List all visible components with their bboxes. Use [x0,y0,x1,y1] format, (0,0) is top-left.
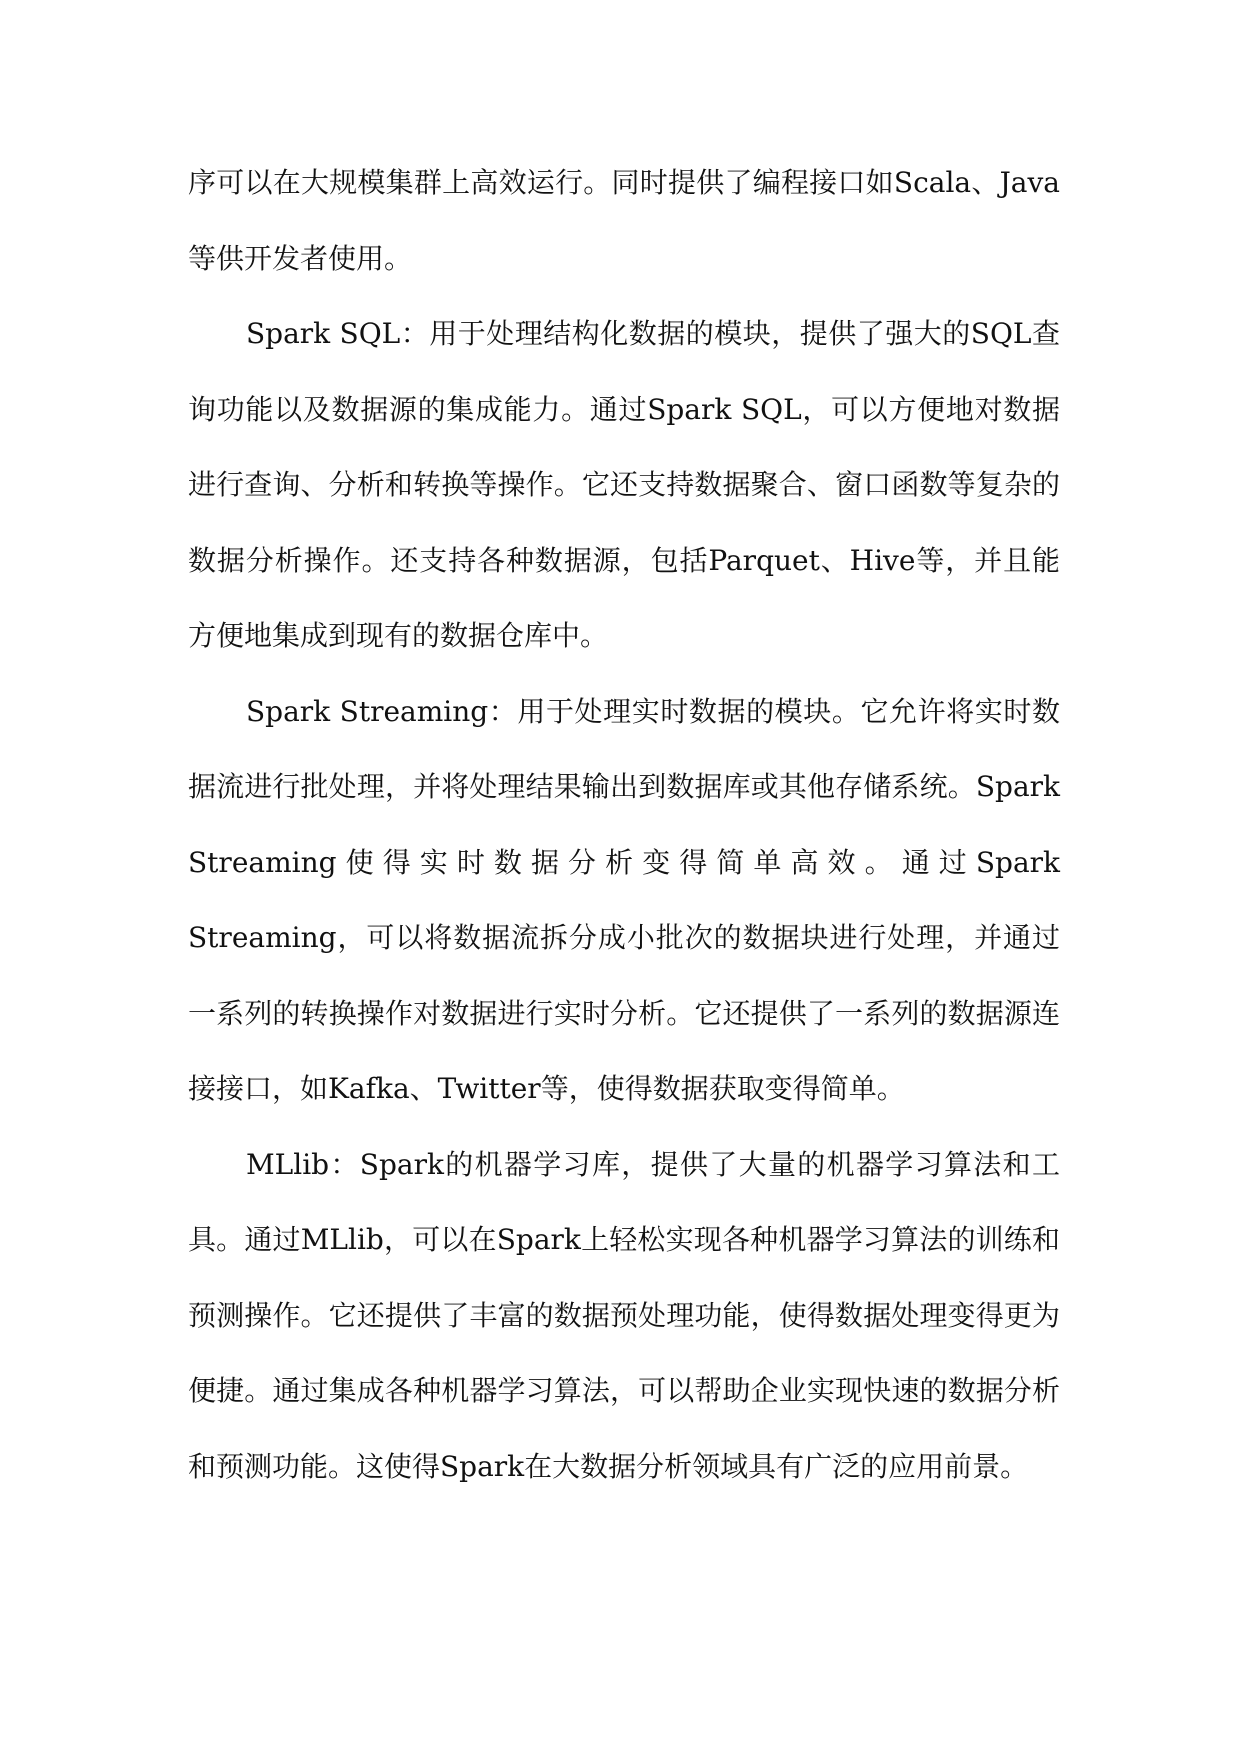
paragraph-spark-sql: Spark SQL：用于处理结构化数据的模块，提供了强大的SQL查询功能以及数据源的集成能力。通过Spark SQL，可以方便地对数据进行查询、分析和转换等操作。它还支持数据聚合、窗口函数等复杂的数据分析操作。还支持各种数据源，包括Parquet、Hive等，并且能方便地集成到现有的数据仓库中。 [188,317,1060,652]
paragraph-continuation: 序可以在大规模集群上高效运行。同时提供了编程接口如Scala、Java等供开发者使用。 [188,166,1060,275]
paragraph-spark-streaming: Spark Streaming：用于处理实时数据的模块。它允许将实时数据流进行批处理，并将处理结果输出到数据库或其他存储系统。Spark Streaming使得实时数据分析变得简单高效。通过Spark Streaming，可以将数据流拆分成小批次的数据块进行处理，并通过一系列的转换操作对数据进行实时分析。它还提供了一系列的数据源连接接口，如Kafka、Twitter等，使得数据获取变得简单。 [188,694,1060,1105]
document-body [188,145,1060,1504]
paragraph-mllib: MLlib：Spark的机器学习库，提供了大量的机器学习算法和工具。通过MLlib，可以在Spark上轻松实现各种机器学习算法的训练和预测操作。它还提供了丰富的数据预处理功能，使得数据处理变得更为便捷。通过集成各种机器学习算法，可以帮助企业实现快速的数据分析和预测功能。这使得Spark在大数据分析领域具有广泛的应用前景。 [188,1147,1060,1483]
